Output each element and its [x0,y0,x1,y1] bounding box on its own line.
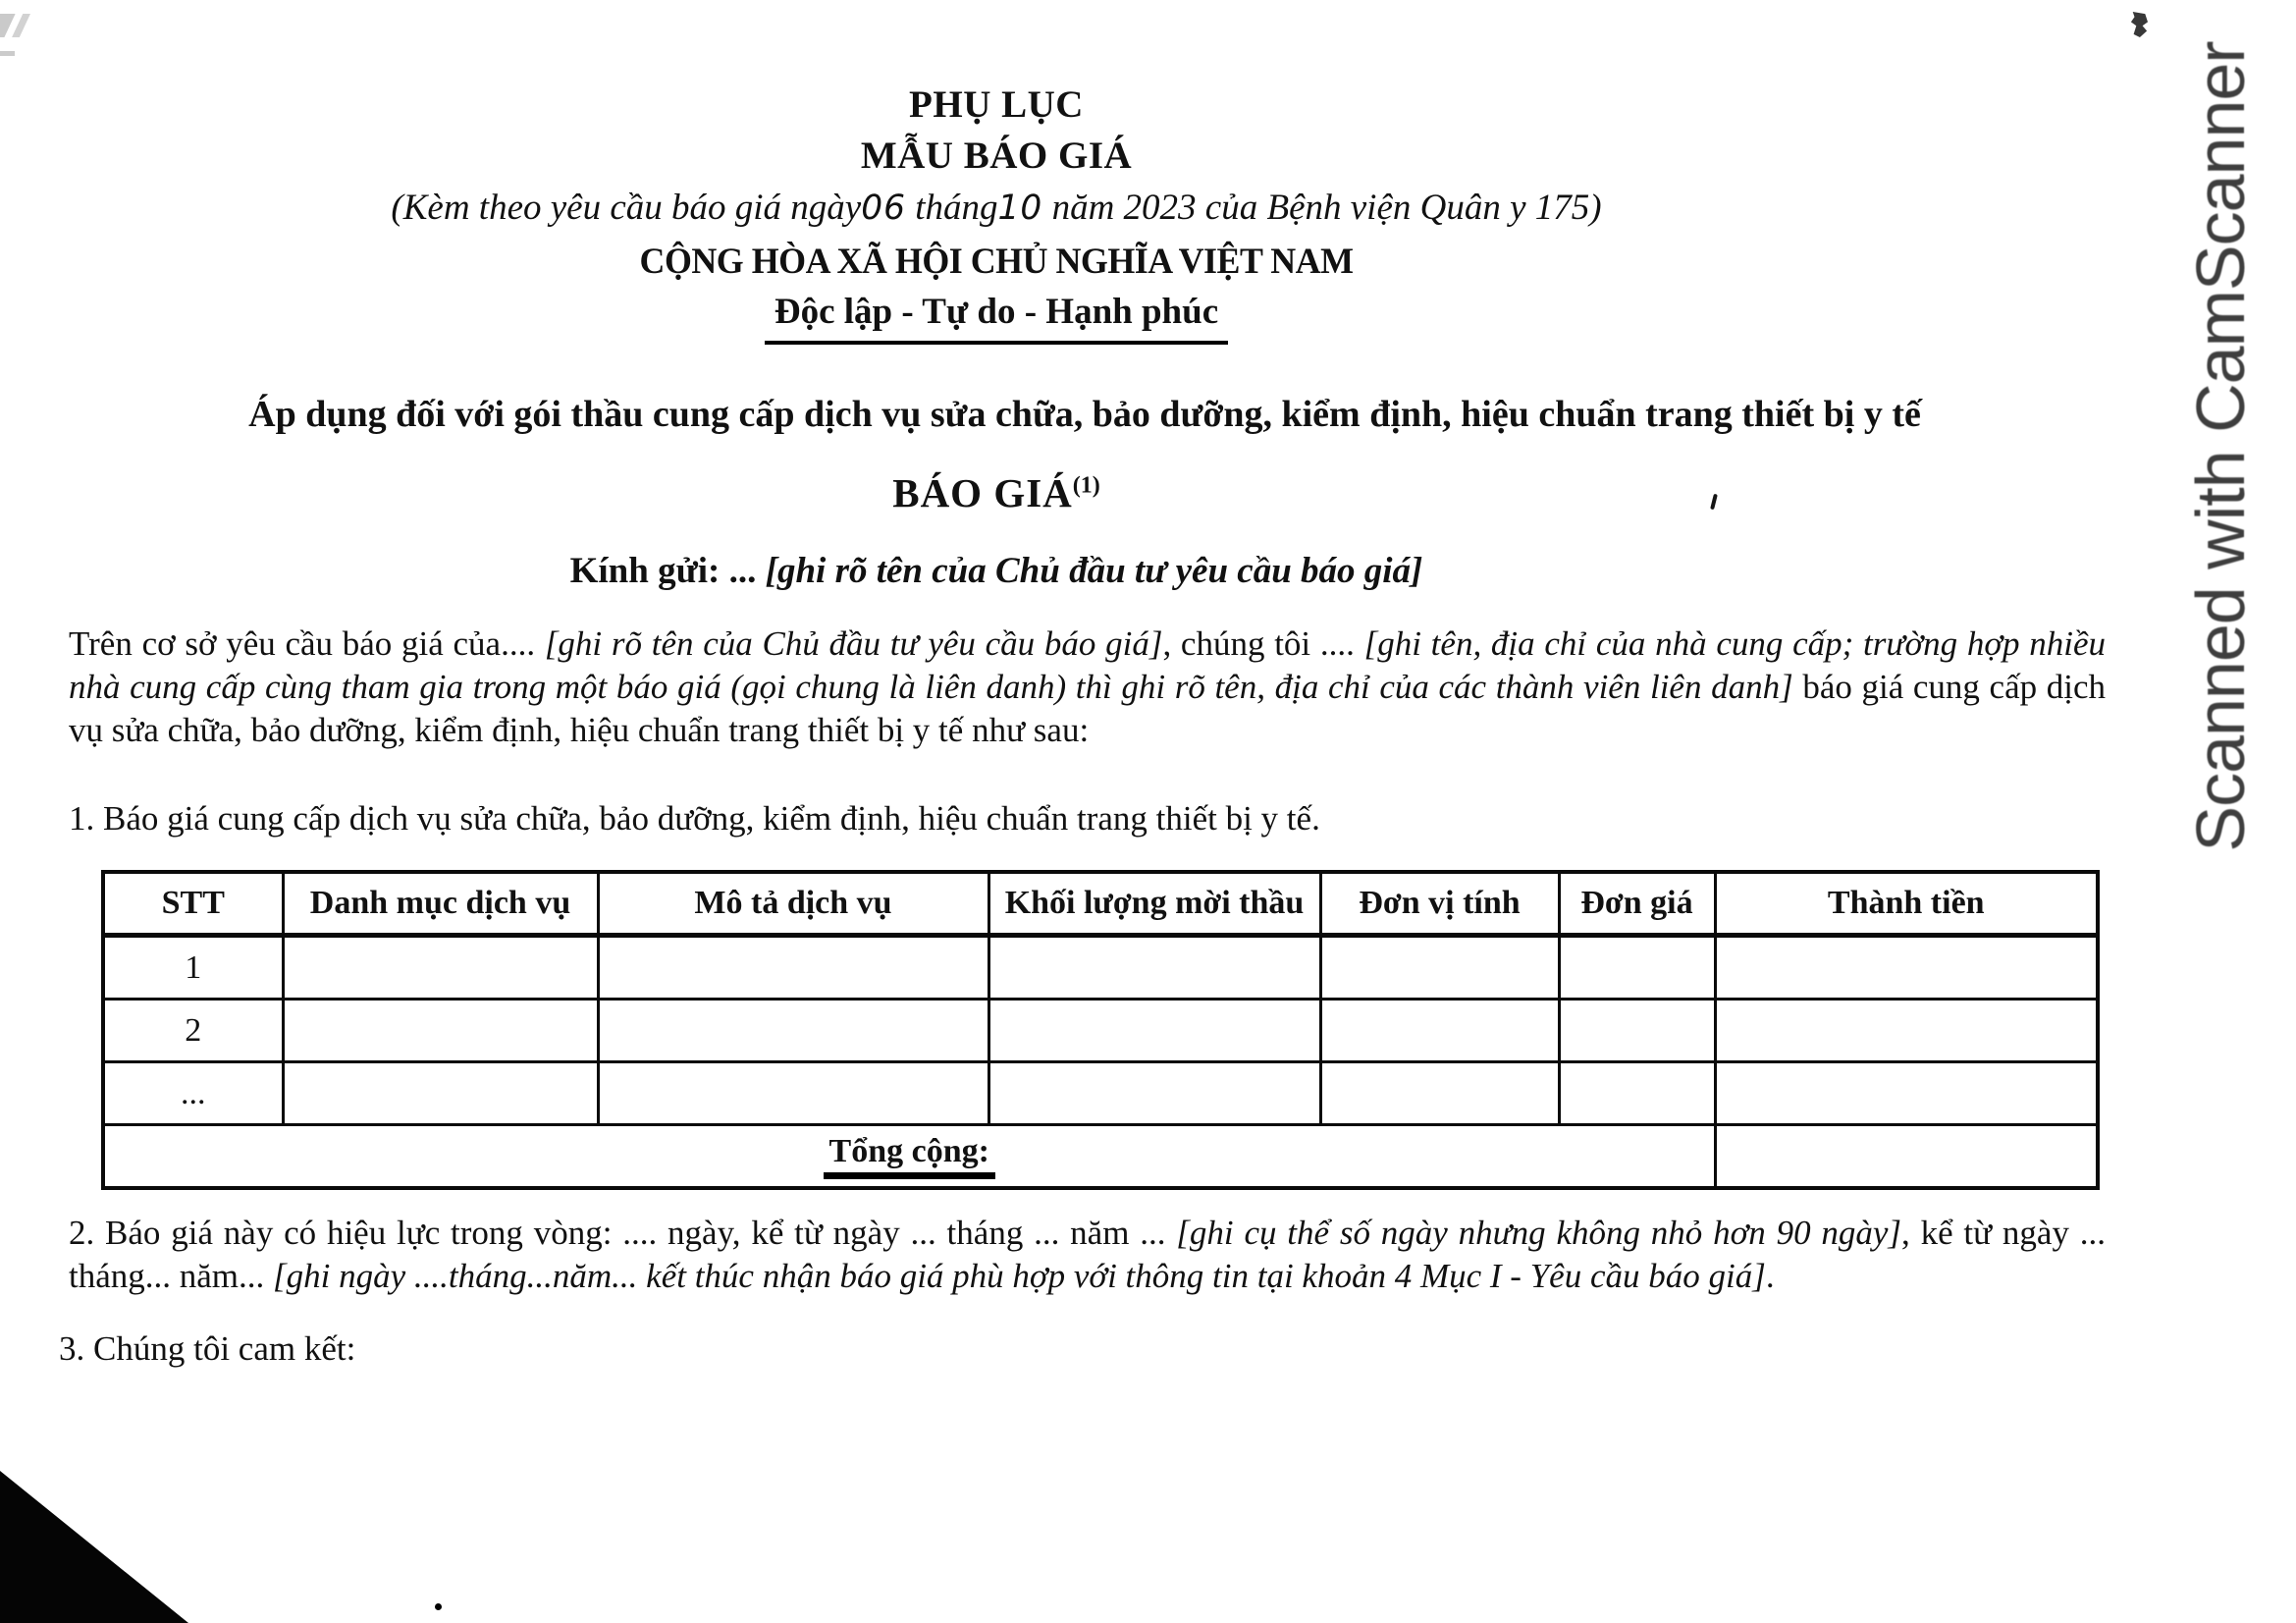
handwritten-month: 10 [997,189,1043,228]
attachment-note-month-word: tháng [915,188,998,228]
cell-stt: ... [103,1062,283,1125]
attachment-note-prefix: (Kèm theo yêu cầu báo giá ngày [391,188,862,228]
section2-seg3: , kể từ ngày ... tháng... năm... [69,1214,2107,1295]
cell-khoi-luong [988,1000,1320,1062]
total-label: Tổng cộng: [824,1133,995,1179]
stray-dot [435,1603,442,1610]
cell-danh-muc [283,1000,598,1062]
cell-mo-ta [598,936,988,1000]
cell-don-vi [1320,1062,1559,1125]
scan-corner-shadow [0,1471,188,1623]
handwritten-day: 06 [861,189,907,228]
attachment-note-suffix: năm 2023 của Bệnh viện Quân y 175) [1051,188,1602,228]
cell-danh-muc [283,936,598,1000]
national-title: CỘNG HÒA XÃ HỘI CHỦ NGHĨA VIỆT NAM [639,242,1354,282]
attachment-note [69,187,1924,229]
intro-seg3: , chúng tôi .... [1162,624,1355,663]
cell-mo-ta [598,1062,988,1125]
cell-thanh-tien [1715,1000,2098,1062]
cell-khoi-luong [988,936,1320,1000]
cell-don-gia [1559,1000,1715,1062]
cell-thanh-tien [1715,936,2098,1000]
section2-seg1: 2. Báo giá này có hiệu lực trong vòng: .... ngày, kể từ ngày ... tháng ... năm ... [69,1214,1166,1252]
cell-stt: 1 [103,936,283,1000]
col-header-danh-muc: Danh mục dịch vụ [283,872,598,936]
section2-seg5: . [1765,1257,1775,1295]
national-motto-text: Độc lập - Tự do - Hạnh phúc [765,291,1228,345]
intro-seg2-placeholder: [ghi rõ tên của Chủ đầu tư yêu cầu báo giá] [544,624,1163,663]
doc-title [69,469,1924,516]
form-title: MẪU BÁO GIÁ [860,135,1133,177]
total-label-cell [103,1125,1715,1189]
cell-stt: 2 [103,1000,283,1062]
salutation [69,550,1924,592]
col-header-mo-ta: Mô tả dịch vụ [598,872,988,936]
col-header-don-gia: Đơn giá [1559,872,1715,936]
cell-danh-muc [283,1062,598,1125]
section2-seg4-placeholder: [ghi ngày ....tháng...năm... kết thúc nhận báo giá phù hợp với thông tin tại khoản 4 Mục I - Yêu cầu báo giá] [273,1257,1766,1295]
scope-line: Áp dụng đối với gói thầu cung cấp dịch vụ sửa chữa, bảo dưỡng, kiểm định, hiệu chuẩn trang thiết bị y tế [248,394,1921,435]
table-row [103,1000,2098,1062]
col-header-thanh-tien: Thành tiền [1715,872,2098,936]
table-header-row [103,872,2098,936]
cell-don-gia [1559,936,1715,1000]
doc-title-footnote-ref: (1) [1072,472,1100,499]
col-header-khoi-luong: Khối lượng mời thầu [988,872,1320,936]
scan-dash-top-left [0,51,15,56]
intro-seg5: báo giá cung cấp dịch vụ sửa chữa, bảo dưỡng, kiểm định, hiệu chuẩn trang thiết bị y tế như sau: [69,668,2107,749]
cell-khoi-luong [988,1062,1320,1125]
cell-don-vi [1320,936,1559,1000]
appendix-title: PHỤ LỤC [909,83,1084,126]
national-motto [69,291,1924,345]
intro-seg4-placeholder: [ghi tên, địa chỉ của nhà cung cấp; trường hợp nhiều nhà cung cấp cùng tham gia trong một báo giá (gọi chung là liên danh) thì ghi rõ tên, địa chỉ của các thành viên liên danh] [69,624,2107,706]
col-header-stt: STT [103,872,283,936]
cell-mo-ta [598,1000,988,1062]
quotation-table [101,870,2100,1190]
intro-paragraph [69,622,2106,752]
cell-don-vi [1320,1000,1559,1062]
total-value-cell [1715,1125,2098,1189]
section1-heading: 1. Báo giá cung cấp dịch vụ sửa chữa, bảo dưỡng, kiểm định, hiệu chuẩn trang thiết bị y tế. [69,799,1320,838]
scan-mark-top-right [2130,12,2148,37]
table-row [103,1062,2098,1125]
table-total-row [103,1125,2098,1189]
scan-smudge-top-left [0,14,39,37]
section3-heading: 3. Chúng tôi cam kết: [59,1329,356,1368]
col-header-don-vi: Đơn vị tính [1320,872,1559,936]
camscanner-watermark: Scanned with CamScanner [2182,41,2259,852]
section2-paragraph [69,1212,2106,1298]
salutation-placeholder: [ghi rõ tên của Chủ đầu tư yêu cầu báo giá] [765,551,1423,591]
section2-seg2-placeholder: [ghi cụ thể số ngày nhưng không nhỏ hơn 90 ngày] [1176,1214,1902,1252]
intro-seg1: Trên cơ sở yêu cầu báo giá của.... [69,624,536,663]
table-row [103,936,2098,1000]
doc-title-text: BÁO GIÁ [892,470,1073,515]
salutation-prefix: Kính gửi: ... [569,551,757,591]
cell-don-gia [1559,1062,1715,1125]
cell-thanh-tien [1715,1062,2098,1125]
